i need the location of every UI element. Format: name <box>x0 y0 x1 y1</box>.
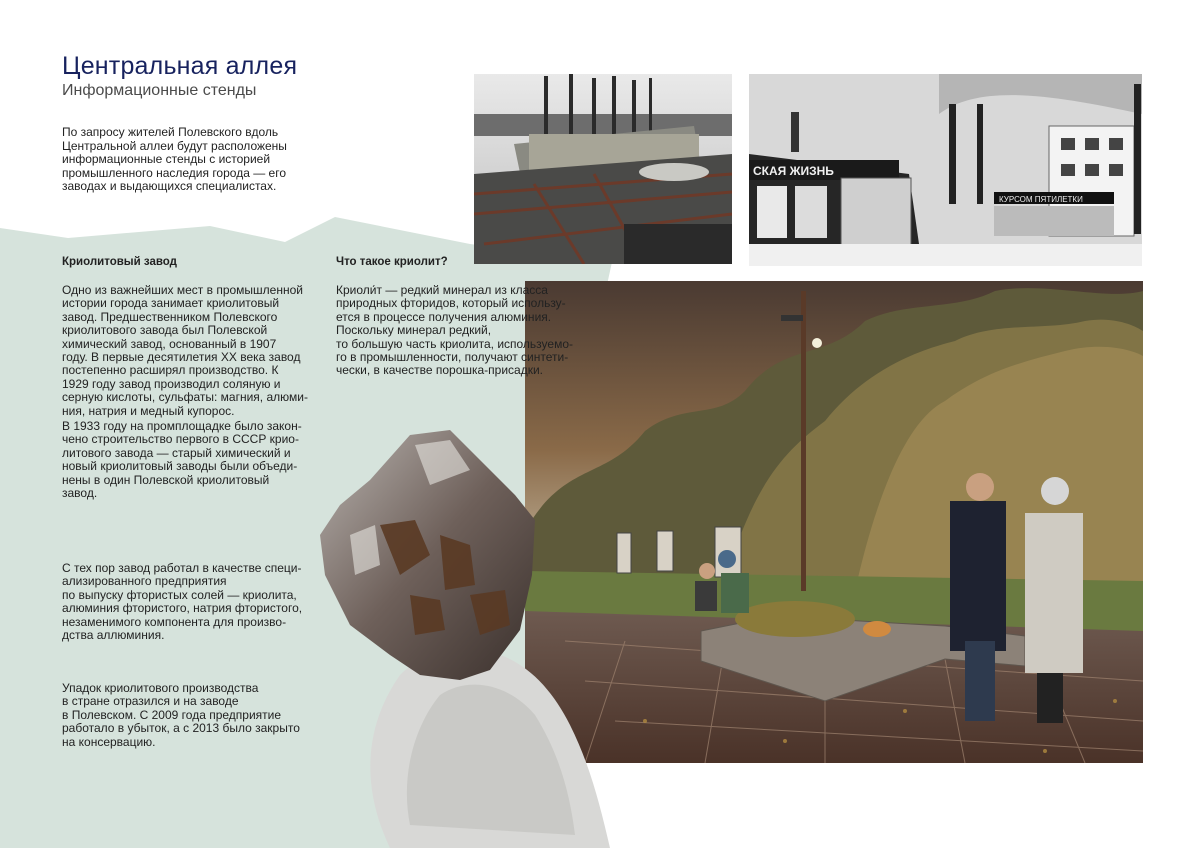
paragraph-cryolite-definition: Криоли́т — редкий минерал из класса природных фторидов, который использу- ется в процессе получения алюминия. Поскольку минерал редкий, то большую часть криолита, используемо- го в промышленности, получают синтети- чески, в качестве порошка-присадки. <box>336 283 574 378</box>
cryolite-mineral-image <box>320 425 615 848</box>
intro-text: По запросу жителей Полевского вдоль Центральной аллеи будут расположены информационные стенды с историей промышленного наследия города — его заводах и выдающихся специалистах. <box>62 125 287 193</box>
paragraph-decline: Упадок криолитового производства в стране отразился и на заводе в Полевском. С 2009 года предприятие работало в убыток, а с 2013 было закрыто на консервацию. <box>62 681 300 749</box>
paragraph-1933: В 1933 году на промплощадке было закон- чено строительство первого в СССР крио- литового завода — старый химический и новый криолитовый заводы были объеди- нены в один Полевской криолитовый завод. <box>62 419 302 501</box>
heading-what-is-cryolite: Что такое криолит? <box>336 256 448 268</box>
photo-factory-aerial <box>474 74 732 264</box>
paragraph-history: Одно из важнейших мест в промышленной истории города занимает криолитовый завод. Предшественником Полевского криолитового завода был Полевской химический завод, основанный в 1907 году. В первые десятилетия XX века завод постепенно расширял производство. К 1929 году завод производил соляную и серную кислоты, сульфаты: магния, алюми- ния, натрия и медный купорос. <box>62 283 308 418</box>
page-subtitle: Информационные стенды <box>62 82 257 99</box>
page-title: Центральная аллея <box>62 52 298 80</box>
paragraph-specialization: С тех пор завод работал в качестве специ- ализированного предприятия по выпуску фтористых солей — криолита, алюминия фтористого, натрия фтористого, незаменимого компонента для произво- дства аллюминия. <box>62 561 303 643</box>
photo-factory-historical <box>749 74 1142 266</box>
heading-cryolite-plant: Криолитовый завод <box>62 256 177 268</box>
render-park-alley <box>525 281 1143 763</box>
photo2-sign-right: КУРСОМ ПЯТИЛЕТКИ <box>999 195 1083 204</box>
photo2-sign-left: СКАЯ ЖИЗНЬ <box>753 164 834 178</box>
